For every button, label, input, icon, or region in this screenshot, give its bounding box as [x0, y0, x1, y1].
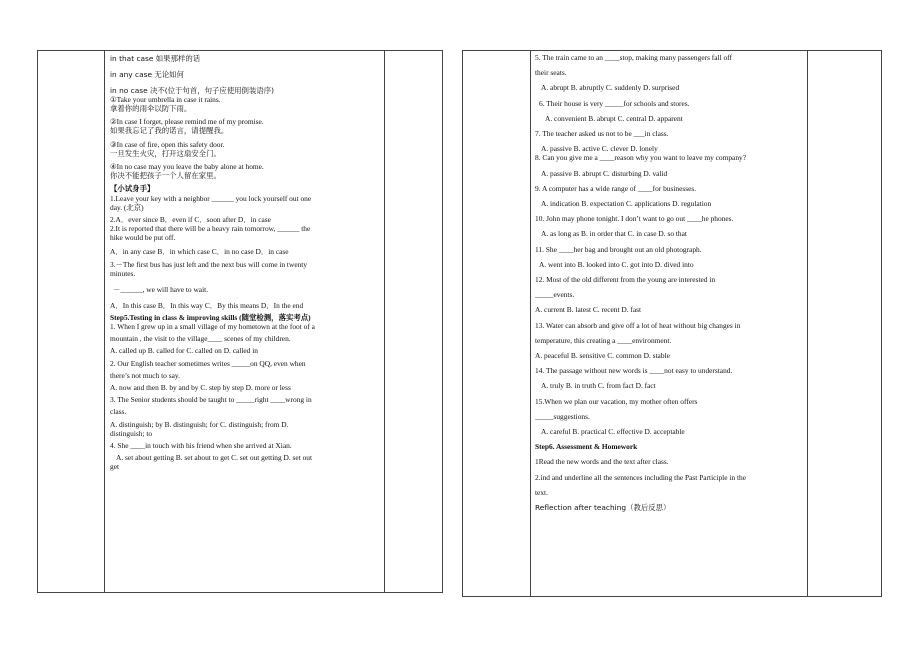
q7: 7. The teacher asked us not to be ___in class. [535, 129, 669, 139]
example-1-translation: 拿着你的雨伞以防下雨。 [110, 104, 192, 113]
example-1: ①Take your umbrella in case it rains. [110, 94, 221, 104]
test-q2-options: A. now and then B. by and by C. step by step D. more or less [110, 383, 291, 393]
q5-cont: their seats. [535, 68, 567, 78]
homework-2-cont: text. [535, 487, 548, 497]
q9-options: A. indication B. expectation C. applications D. regulation [541, 199, 712, 209]
homework-2: 2.ind and underline all the sentences including the Past Participle in the [535, 472, 746, 482]
test-q3-cont: class. [110, 407, 127, 417]
q13-cont: temperature, this creating a ____environment. [535, 335, 672, 345]
example-4-translation: 你决不能把孩子一个人留在家里。 [110, 171, 221, 181]
q14: 14. The passage without new words is ____not easy to understand. [535, 366, 733, 376]
phrase-in-any-case: in any case 无论如何 [110, 69, 184, 79]
practice-q1: 1.Leave your key with a neighbor ______ you lock yourself out one [110, 193, 312, 203]
q15-cont: _____suggestions. [535, 411, 590, 421]
practice-q3-dialog: －______, we will have to wait. [113, 284, 209, 294]
left-content [110, 54, 390, 472]
q6: 6. Their house is very _____for schools and stores. [539, 98, 690, 108]
q9: 9. A computer has a wide range of ____for businesses. [535, 183, 697, 193]
test-q3-options-cont: distinguish; to [110, 428, 153, 438]
test-q1-cont: mountain , the visit to the village____ scenes of my children. [110, 334, 291, 344]
q15-options: A. careful B. practical C. effective D. acceptable [541, 427, 685, 437]
example-3: ③In case of fire, open this safety door. [110, 139, 225, 149]
test-q3: 3. The Senior students should be taught to _____right ____wrong in [110, 395, 312, 405]
q6-options: A. convenient B. abrupt C. central D. apparent [545, 113, 683, 123]
q14-options: A. truly B. in truth C. from fact D. fact [541, 381, 656, 391]
q8: 8. Can you give me a ____reason why you want to leave my company? [535, 153, 746, 163]
q12: 12. Most of the old different from the young are interested in [535, 275, 716, 285]
q11-options: A. went into B. looked into C. got into D. dived into [539, 259, 694, 269]
test-q1: 1. When I grew up in a small village of my hometown at the foot of a [110, 322, 315, 332]
phrase-in-no-case: in no case 决不(位于句首，句子应使用倒装语序) [110, 85, 274, 95]
test-q1-options: A. called up B. called for C. called on D. called in [110, 346, 258, 356]
reflection-label: Reflection after teaching（教后反思） [535, 503, 671, 513]
practice-q2: 2.It is reported that there will be a heavy rain tomorrow, ______ the [110, 224, 311, 234]
q8-options: A. passive B. abrupt C. disturbing D. valid [541, 168, 668, 178]
step6-heading: Step6. Assessment & Homework [535, 442, 638, 452]
practice-q3-options: A．In this case B．In this way C．By this means D．In the end [110, 300, 304, 310]
test-q3-options: A. distinguish; by B. distinguish; for C. distinguish; from D. [110, 419, 289, 429]
homework-1: 1Read the new words and the text after class. [535, 457, 669, 467]
practice-q3: 3.－The first bus has just left and the next bus will come in twenty [110, 259, 308, 269]
practice-heading: 【小试身手】 [110, 184, 155, 194]
phrase-in-that-case: in that case 如果那样的话 [110, 54, 201, 63]
practice-q1-options: 2.A．ever since B．even if C．soon after D．in case [110, 215, 271, 225]
q10-options: A. as long as B. in order that C. in case D. so that [541, 229, 687, 239]
right-table-column-divider-1 [530, 51, 531, 596]
example-3-translation: 一旦发生火灾，打开这扇安全门。 [110, 148, 221, 158]
q12-options: A. current B. latest C. recent D. fast [535, 305, 642, 315]
q13-options: A. peaceful B. sensitive C. common D. stable [535, 351, 670, 361]
test-q2: 2. Our English teacher sometimes writes _____on QQ, even when [110, 358, 306, 368]
q11: 11. She ____her bag and brought out an old photograph. [535, 244, 702, 254]
left-table-column-divider-1 [104, 51, 105, 592]
test-q4: 4. She ____in touch with his friend when she arrived at Xian. [110, 441, 292, 451]
practice-q3-cont: minutes. [110, 269, 136, 279]
q7-options: A. passive B. active C. clever D. lonely [541, 144, 658, 154]
step5-heading: Step5.Testing in class & improving skills (随堂检测，落实考点) [110, 312, 311, 322]
test-q4-options: A. set about getting B. set about to get C. set out getting D. set out [116, 453, 313, 463]
test-q4-options-cont: get [110, 462, 120, 472]
right-content [535, 53, 810, 512]
example-2: ②In case I forget, please remind me of my promise. [110, 117, 264, 127]
test-q2-cont: there’s not much to say. [110, 370, 180, 380]
q12-cont: _____events. [535, 290, 575, 300]
practice-q2-cont: hike would be put off. [110, 233, 176, 243]
q5: 5. The train came to an ____stop, making many passengers fall off [535, 53, 732, 62]
example-4: ④In no case may you leave the baby alone at home. [110, 162, 264, 172]
q5-options: A. abrupt B. abruptly C. suddenly D. surprised [541, 83, 680, 93]
practice-q2-options: A．in any case B．in which case C．in no case D．in case [110, 246, 289, 256]
q10: 10. John may phone tonight. I don’t want to go out ____he phones. [535, 214, 734, 224]
practice-q1-cont: day. (北京) [110, 202, 144, 212]
q15: 15.When we plan our vacation, my mother often offers [535, 396, 698, 406]
example-2-translation: 如果我忘记了我的诺言，请提醒我。 [110, 126, 229, 136]
q13: 13. Water can absorb and give off a lot of heat without big changes in [535, 320, 741, 330]
